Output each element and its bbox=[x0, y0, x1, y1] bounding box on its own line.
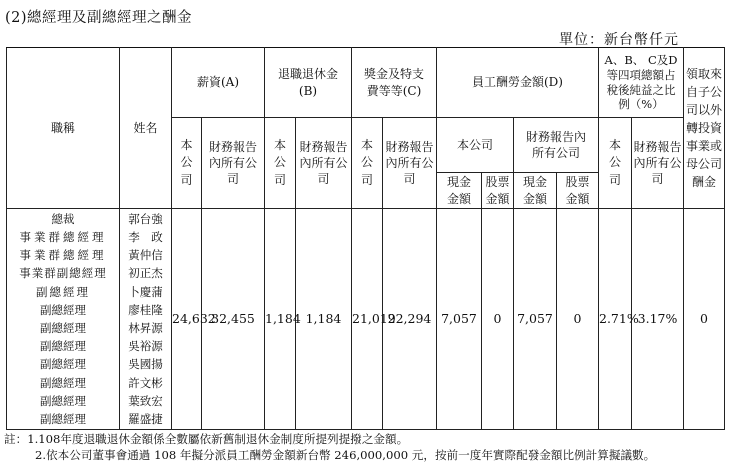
name-cell: 羅盛捷 bbox=[128, 411, 163, 426]
header-emp-all: 財務報告內所有公司 bbox=[514, 118, 599, 173]
position-list bbox=[7, 209, 120, 430]
header-salary: 薪資(A) bbox=[172, 48, 265, 118]
header-position: 職稱 bbox=[7, 48, 120, 209]
position-cell: 副總經理 bbox=[40, 321, 86, 335]
emp-all-stock-value: 0 bbox=[557, 209, 599, 430]
header-employee-comp: 員工酬勞金額(D) bbox=[437, 48, 599, 118]
salary-all-value: 32,455 bbox=[202, 209, 265, 430]
name-cell: 李 政 bbox=[128, 230, 163, 245]
pension-all-value: 1,184 bbox=[296, 209, 352, 430]
emp-company-stock-value: 0 bbox=[482, 209, 514, 430]
name-cell: 林昇源 bbox=[128, 321, 163, 335]
other-comp-value: 0 bbox=[684, 209, 725, 430]
header-pension: 退職退休金(B) bbox=[265, 48, 352, 118]
name-cell: 吳裕源 bbox=[128, 339, 163, 354]
pension-company-value: 1,184 bbox=[265, 209, 296, 430]
ratio-all-value: 3.17% bbox=[632, 209, 684, 430]
position-cell: 副總經理 bbox=[40, 339, 86, 354]
header-name: 姓名 bbox=[120, 48, 172, 209]
header-all-stock: 股票金額 bbox=[557, 173, 599, 209]
header-bonus-company: 本公司 bbox=[352, 118, 383, 209]
ratio-company-value: 2.71% bbox=[599, 209, 632, 430]
name-cell: 黃仲信 bbox=[128, 248, 163, 263]
position-cell: 副總經理 bbox=[40, 302, 86, 317]
header-pension-company: 本公司 bbox=[265, 118, 296, 209]
header-all-cash: 現金金額 bbox=[514, 173, 557, 209]
name-cell: 初正杰 bbox=[128, 266, 163, 281]
header-ratio-company: 本公司 bbox=[599, 118, 632, 209]
name-cell: 葉致宏 bbox=[128, 393, 163, 408]
name-cell: 廖桂隆 bbox=[128, 302, 163, 317]
name-cell: 郭台強 bbox=[128, 211, 163, 226]
position-cell: 副總經理 bbox=[40, 375, 86, 390]
footnotes bbox=[4, 432, 655, 463]
currency-unit: 單位：新台幣仟元 bbox=[559, 32, 679, 48]
position-cell: 副總經理 bbox=[36, 284, 90, 299]
header-salary-all: 財務報告內所有公司 bbox=[202, 118, 265, 209]
header-other-comp: 領取來自子公司以外轉投資事業或母公司酬金 bbox=[684, 48, 725, 209]
name-cell: 許文彬 bbox=[128, 375, 163, 390]
header-ratio-all: 財務報告內所有公司 bbox=[632, 118, 684, 209]
header-emp-company: 本公司 bbox=[437, 118, 514, 173]
salary-company-value: 24,632 bbox=[172, 209, 202, 430]
compensation-table bbox=[6, 47, 725, 430]
header-bonus-all: 財務報告內所有公司 bbox=[383, 118, 437, 209]
emp-company-cash-value: 7,057 bbox=[437, 209, 482, 430]
header-salary-company: 本公司 bbox=[172, 118, 202, 209]
header-bonus: 獎金及特支費等等(C) bbox=[352, 48, 437, 118]
header-company-stock: 股票金額 bbox=[482, 173, 514, 209]
footnote-2: 2.依本公司董事會通過 108 年擬分派員工酬勞金額新台幣 246,000,000 元，按前一度年實際配發金額比例計算擬議數。 bbox=[35, 447, 656, 462]
name-list bbox=[120, 209, 172, 430]
position-cell: 總裁 bbox=[51, 211, 75, 226]
position-cell: 副總經理 bbox=[40, 393, 86, 408]
bonus-all-value: 22,294 bbox=[383, 209, 437, 430]
name-cell: 吳國揚 bbox=[128, 357, 163, 372]
header-ratio: A、B、 C及D 等四項總額占稅後純益之比例（%） bbox=[599, 48, 684, 118]
footnote-1: 註：1.108年度退職退休金額係全數屬依新舊制退休金制度所提列提撥之金額。 bbox=[4, 432, 409, 446]
section-title: (2)總經理及副總經理之酬金 bbox=[5, 10, 193, 26]
header-company-cash: 現金金額 bbox=[437, 173, 482, 209]
emp-all-cash-value: 7,057 bbox=[514, 209, 557, 430]
header-pension-all: 財務報告內所有公司 bbox=[296, 118, 352, 209]
position-cell: 副總經理 bbox=[40, 411, 86, 426]
position-cell: 副總經理 bbox=[40, 357, 86, 372]
bonus-company-value: 21,019 bbox=[352, 209, 383, 430]
position-cell: 事業群副總經理 bbox=[19, 266, 107, 281]
position-cell: 事業群總經理 bbox=[19, 248, 107, 263]
position-cell: 事業群總經理 bbox=[19, 230, 107, 245]
name-cell: 卜慶蒲 bbox=[128, 284, 163, 299]
